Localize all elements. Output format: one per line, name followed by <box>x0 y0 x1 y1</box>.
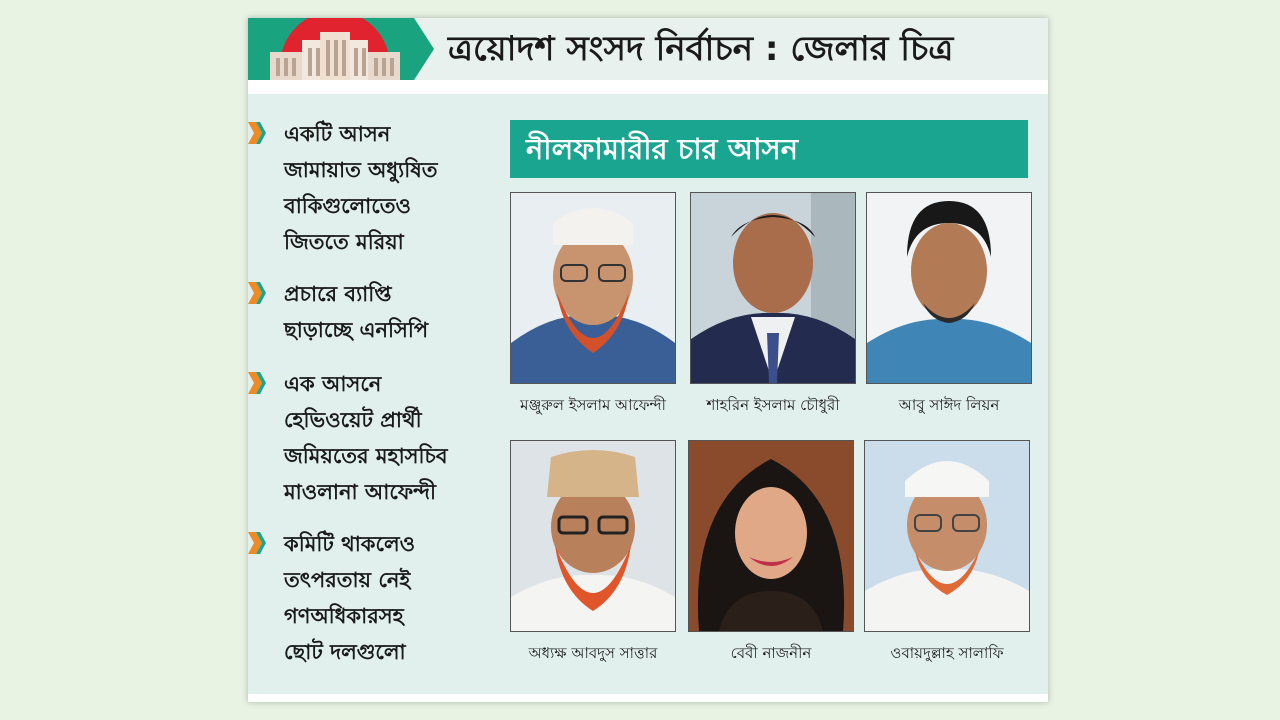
candidate-photo <box>864 440 1030 632</box>
section-title: নীলফামারীর চার আসন <box>510 120 1028 178</box>
news-graphic-card <box>248 18 1048 702</box>
page-title: ত্রয়োদশ সংসদ নির্বাচন : জেলার চিত্র <box>448 29 954 69</box>
bullet-line: ছোট দলগুলো <box>284 640 406 664</box>
footer-divider <box>248 694 1048 702</box>
chevron-right-icon <box>248 282 268 304</box>
candidate-name: ওবায়দুল্লাহ সালাফি <box>890 644 1004 662</box>
candidate-name: মঞ্জুরুল ইসলাম আফেন্দী <box>520 396 666 414</box>
bullet-line: হেভিওয়েট প্রার্থী <box>284 408 422 432</box>
bullet-line: ছাড়াচ্ছে এনসিপি <box>284 318 429 342</box>
bullet-line: জামায়াত অধ্যুষিত <box>284 158 438 182</box>
bullet-line: গণঅধিকারসহ <box>284 604 404 628</box>
bullet-line: এক আসনে <box>284 372 382 396</box>
header-banner <box>248 18 1048 80</box>
chevron-right-icon <box>248 122 268 144</box>
candidate-photo <box>866 192 1032 384</box>
chevron-right-icon <box>248 372 268 394</box>
parliament-logo <box>248 18 434 80</box>
bullet-line: প্রচারে ব্যাপ্তি <box>284 282 392 306</box>
bullet-line: একটি আসন <box>284 122 391 146</box>
parliament-building-icon <box>262 18 412 80</box>
candidate-photo <box>690 192 856 384</box>
candidate-photo <box>510 192 676 384</box>
bullet-line: তৎপরতায় নেই <box>284 568 411 592</box>
candidate-name: বেবী নাজনীন <box>730 644 812 662</box>
bullet-line: বাকিগুলোতেও <box>284 194 411 218</box>
bullet-line: জমিয়তের মহাসচিব <box>284 444 448 468</box>
candidate-name: শাহরিন ইসলাম চৌধুরী <box>706 396 840 414</box>
bullet-line: জিততে মরিয়া <box>284 230 404 254</box>
bullet-line: কমিটি থাকলেও <box>284 532 416 556</box>
chevron-right-icon <box>248 532 268 554</box>
candidate-name: আবু সাঈদ লিয়ন <box>898 396 1000 414</box>
candidate-photo <box>688 440 854 632</box>
header-divider <box>248 80 1048 94</box>
bullet-line: মাওলানা আফেন্দী <box>284 480 437 504</box>
candidate-name: অধ্যক্ষ আবদুস সাত্তার <box>528 644 658 662</box>
candidate-photo <box>510 440 676 632</box>
